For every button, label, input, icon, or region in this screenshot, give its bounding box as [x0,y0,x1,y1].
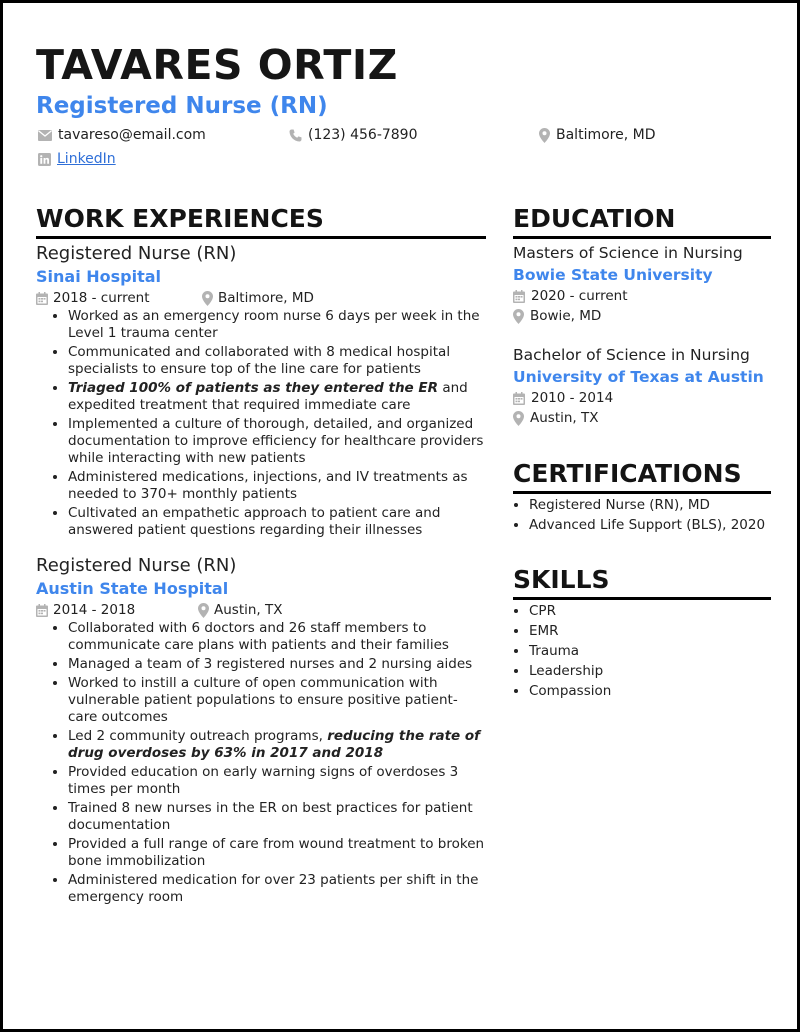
contact-phone [289,126,418,144]
bullet-item: • Cultivated an empathetic approach to patient care and answered patient questions regarding their illnesses [68,505,486,539]
edu-location-text: Austin, TX [530,410,599,426]
work-experience-heading: WORK EXPERIENCES [36,203,486,239]
candidate-name: TAVARES ORTIZ [36,41,398,89]
bullet-item: • Provided a full range of care from wound treatment to broken bone immobilization [68,836,486,870]
edu-location [513,408,771,428]
skills-section [513,564,771,700]
map-pin-icon [202,291,213,306]
bullet-item: • Administered medications, injections, and IV treatments as needed to 370+ monthly patients [68,469,486,503]
job-location [198,600,283,620]
edu-dates-text: 2020 - current [531,288,628,304]
education-section [513,203,771,428]
bullet-lead: Led 2 community outreach programs, [68,728,328,744]
map-pin-icon [198,603,209,618]
bullet-item: • Administered medication for over 23 patients per shift in the emergency room [68,872,486,906]
sidebar-column [513,203,771,703]
email-text: tavareso@email.com [58,127,206,143]
bullet-emphasis: reducing the rate of drug overdoses by 63% in 2017 and 2018 [68,728,481,761]
linkedin-link[interactable]: LinkedIn [57,151,116,167]
edu-dates-text: 2010 - 2014 [531,390,614,406]
education-entry-2 [513,344,771,428]
job-location-text: Austin, TX [214,602,283,618]
edu-dates [513,388,771,408]
skills-list [513,603,771,700]
skill-item: • CPR [529,603,771,620]
education-entry-1 [513,242,771,326]
calendar-icon [513,392,525,405]
bullet-item: • Provided education on early warning signs of overdoses 3 times per month [68,764,486,798]
job-dates [36,600,198,620]
map-pin-icon [539,128,550,143]
bullet-item: • Worked to instill a culture of open communication with vulnerable patient populations to ensure positive patient-care outcomes [68,675,486,726]
bullet-item: • Managed a team of 3 registered nurses and 2 nursing aides [68,656,486,673]
bullet-item: • Collaborated with 6 doctors and 26 staff members to communicate care plans with patients and their families [68,620,486,654]
skill-item: • Compassion [529,683,771,700]
job-dates-text: 2014 - 2018 [53,602,136,618]
job-company: Austin State Hospital [36,579,229,598]
map-pin-icon [513,309,524,324]
calendar-icon [36,604,48,617]
job-bullets [36,620,486,906]
job-role: Registered Nurse (RN) [36,243,237,264]
bullet-text: and expedited treatment that required immediate care [68,380,468,413]
contact-linkedin[interactable] [38,150,116,168]
edu-school: Bowie State University [513,266,713,284]
job-meta [36,288,486,308]
map-pin-icon [513,411,524,426]
location-text: Baltimore, MD [556,127,656,143]
bullet-item [68,380,486,414]
work-experience-section [36,203,486,908]
certifications-section [513,458,771,534]
certifications-list [513,497,771,534]
certifications-heading: CERTIFICATIONS [513,458,771,494]
job-dates-text: 2018 - current [53,290,150,306]
job-company: Sinai Hospital [36,267,162,286]
job-entry-2 [36,554,486,906]
calendar-icon [513,290,525,303]
skill-item: • Trauma [529,643,771,660]
skills-heading: SKILLS [513,564,771,600]
linkedin-icon [38,153,51,166]
candidate-title: Registered Nurse (RN) [36,93,328,119]
envelope-icon [38,130,52,141]
bullet-item: • Worked as an emergency room nurse 6 days per week in the Level 1 trauma center [68,308,486,342]
edu-degree: Bachelor of Science in Nursing [513,346,750,364]
contact-location [539,126,655,144]
bullet-item: • Communicated and collaborated with 8 medical hospital specialists to ensure top of the line care for patients [68,344,486,378]
edu-location [513,306,771,326]
skill-item: • EMR [529,623,771,640]
certification-item: • Advanced Life Support (BLS), 2020 [529,517,771,534]
certification-item: • Registered Nurse (RN), MD [529,497,771,514]
contact-email [38,126,206,144]
edu-dates [513,286,771,306]
phone-text: (123) 456-7890 [308,127,418,143]
job-meta [36,600,486,620]
skill-item: • Leadership [529,663,771,680]
job-dates [36,288,202,308]
job-role: Registered Nurse (RN) [36,555,237,576]
bullet-item [68,728,486,762]
edu-degree: Masters of Science in Nursing [513,244,743,262]
job-location [202,288,314,308]
education-heading: EDUCATION [513,203,771,239]
edu-location-text: Bowie, MD [530,308,602,324]
bullet-item: • Trained 8 new nurses in the ER on best practices for patient documentation [68,800,486,834]
job-location-text: Baltimore, MD [218,290,314,306]
job-entry-1 [36,242,486,539]
calendar-icon [36,292,48,305]
job-bullets [36,308,486,539]
bullet-emphasis: Triaged 100% of patients as they entered the ER [68,380,439,396]
bullet-item: • Implemented a culture of thorough, detailed, and organized documentation to improve efficiency for healthcare providers while interacting with new patients [68,416,486,467]
phone-icon [289,129,302,142]
edu-school: University of Texas at Austin [513,368,764,386]
